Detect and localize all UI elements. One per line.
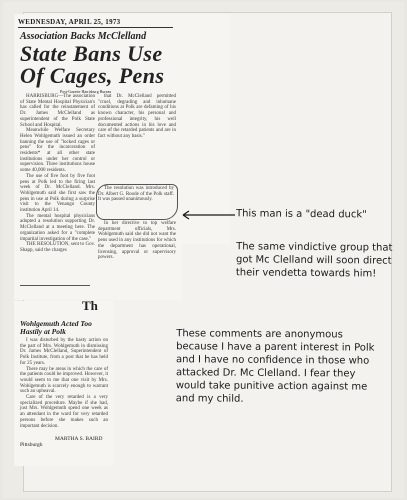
article-column-2-circled [98, 186, 174, 203]
article-paragraph: HARRISBURG—The association of State Mental Hospital Physician's has called for the reinstatement of Dr. James McClelland as superintendent of the Polk State School and Hospital. [20, 94, 95, 128]
letter-city: Pittsburgh [20, 442, 43, 448]
handwritten-note-vendetta: The same vindictive group that got Mc Clelland will soon direct their vendetta towards him! [235, 241, 393, 280]
letter-paragraph: There may be areas in which the care of the patients could be improved. However, it would seem to me that one visit by Mrs. Wohlgemuth is scarcely enough to warrant such an upheaval. [20, 366, 108, 395]
letter-paragraph: Care of the very retarded is a very specialized procedure. Maybe if she had, just Mrs. Wohlgemuth spend one week as an attendant in the ward for very retarded persons before she makes such an important decision. [20, 395, 108, 429]
article-column-2 [98, 94, 176, 140]
dateline-rule [18, 27, 173, 28]
article-paragraph: The resolution was introduced by Dr. Albert G. Roode of the Polk staff. It was passed unanimously. [98, 186, 174, 203]
handwritten-note-anonymous: These comments are anonymous because I have a parent interest in Polk and I have no confidence in those who attacked Dr. Mc Clelland. I fear they would take punitive action against me and my child. [175, 328, 375, 405]
handwritten-note-dead-duck: This man is a "dead duck" [235, 208, 367, 221]
article-column-1 [20, 94, 95, 254]
kicker-headline: Association Backs McClelland [20, 31, 147, 42]
article-paragraph: In her directive to top welfare department officials, Mrs. Wohlgemuth said she did not want the pens used in any institutions for which the department has operational, licensing, approval or supervisory powers. [98, 221, 176, 261]
partial-heading: Th [82, 298, 98, 313]
annotation-arrow [179, 208, 239, 222]
article-paragraph: THE RESOLUTION, sent to Gov. Shapp, said the charges [20, 242, 95, 253]
letter-signature: MARTHA S. BAIRD [55, 436, 103, 442]
column-rule [20, 285, 90, 286]
letter-body [20, 338, 108, 429]
article-paragraph: Meanwhile Welfare Secretary Helen Wohlgemuth issued an order banning the use of "locked cages or pens" for the incarceration of residents* at all other state institutions under her control or supervision. Three institutions house some 40,000 residents. [20, 128, 95, 174]
dateline: WEDNESDAY, APRIL 25, 1973 [18, 18, 121, 26]
letter-headline: Wohlgemuth Acted Too Hastily at Polk [20, 319, 92, 336]
article-headline: State Bans Use Of Cages, Pens [20, 41, 165, 88]
byline-credit: Post-Gazette Harrisburg Bureau [60, 89, 112, 94]
article-paragraph: that Dr. McClelland permitted "cruel, degrading and inhumane conditions at Polk are defaming of his known character, his personal and professional integrity, his well documented actions in his love and care of the retarded patients and are in fact without any basis." [98, 94, 176, 139]
article-column-2-lower [98, 221, 176, 261]
letter-paragraph: I was disturbed by the hasty action on the part of Mrs. Wohlgemuth in dismissing Dr. James McClelland, Superintendent of Polk Institute, from a post that he has held for 25 years. [20, 338, 108, 366]
article-paragraph: The mental hospital physicians adopted a resolution supporting Dr. McClelland at a meeting here. The organization asked for a "complete impartial investigation of the case." [20, 213, 95, 242]
article-paragraph: The use of five foot by five foot pens at Polk led to the firing last week of Dr. McClelland. Mrs. Wohlgemuth said she first saw the pens in use at Polk during a surprise visit to the Venango County institution April 14. [20, 173, 95, 214]
